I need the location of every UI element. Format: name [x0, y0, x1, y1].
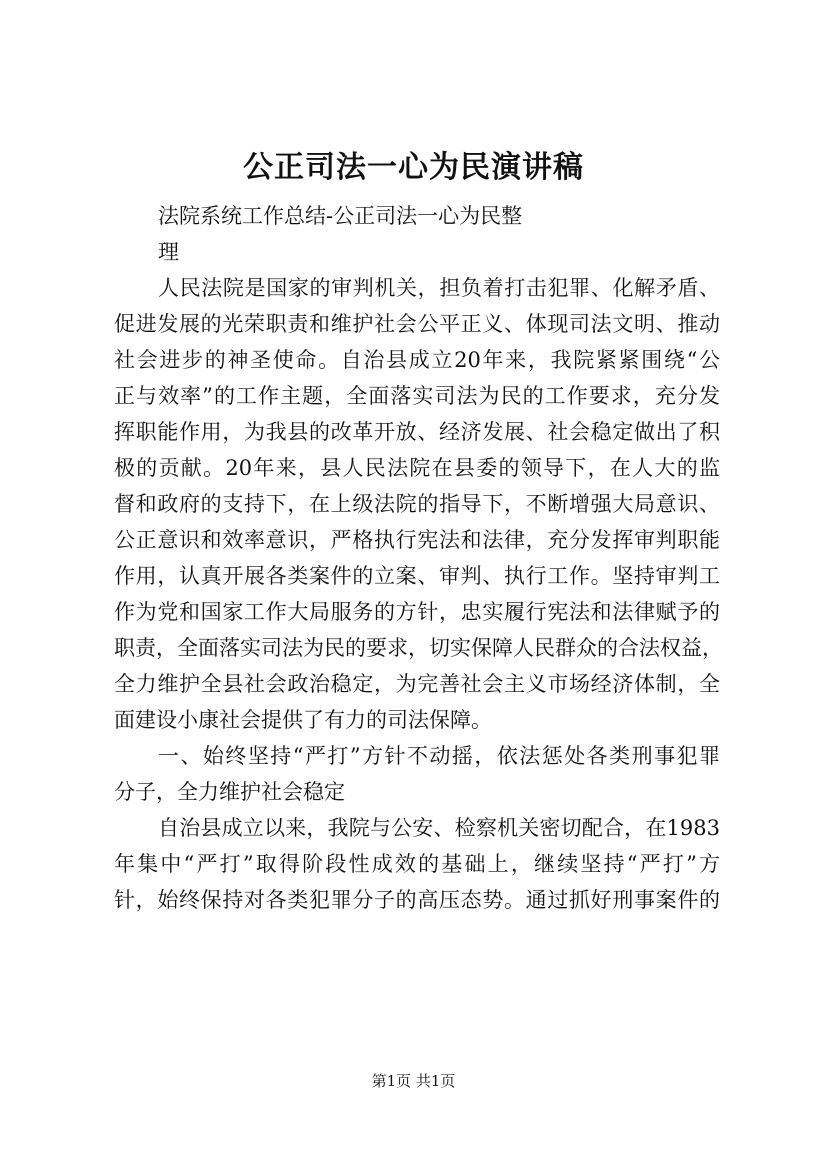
paragraph-line: 自治县成立以来，我院与公安、检察机关密切配合，在1983 [158, 816, 720, 840]
paragraph-line: 作用，认真开展各类案件的立案、审判、执行工作。坚持审判工 [114, 564, 720, 588]
document-title: 公正司法一心为民演讲稿 [243, 150, 584, 185]
paragraph-line: 挥职能作用，为我县的改革开放、经济发展、社会稳定做出了积 [114, 420, 720, 444]
paragraph-line: 公正意识和效率意识，严格执行宪法和法律，充分发挥审判职能 [114, 528, 720, 552]
paragraph-line: 社会进步的神圣使命。自治县成立20年来，我院紧紧围绕“公 [114, 348, 720, 372]
page-footer: 第1页 共1页 [371, 1072, 456, 1090]
paragraph-line: 极的贡献。20年来，县人民法院在县委的领导下，在人大的监 [114, 456, 720, 480]
paragraph-line: 年集中“严打”取得阶段性成效的基础上，继续坚持“严打”方 [114, 852, 720, 876]
paragraph-line: 作为党和国家工作大局服务的方针，忠实履行宪法和法律赋予的 [114, 600, 720, 624]
paragraph-line: 督和政府的支持下，在上级法院的指导下，不断增强大局意识、 [114, 492, 720, 516]
section-heading-line: 分子，全力维护社会稳定 [114, 780, 345, 804]
paragraph-line: 职责，全面落实司法为民的要求，切实保障人民群众的合法权益， [114, 636, 723, 660]
section-heading-line: 一、始终坚持“严打”方针不动摇，依法惩处各类刑事犯罪 [158, 744, 720, 768]
subtitle-line: 法院系统工作总结-公正司法一心为民整 [158, 204, 523, 228]
document-body [114, 198, 723, 918]
subtitle-line: 理 [158, 240, 179, 264]
paragraph-line: 人民法院是国家的审判机关，担负着打击犯罪、化解矛盾、 [158, 276, 720, 300]
paragraph-line: 促进发展的光荣职责和维护社会公平正义、体现司法文明、推动 [114, 312, 720, 336]
paragraph-line: 全力维护全县社会政治稳定，为完善社会主义市场经济体制，全 [114, 672, 720, 696]
paragraph-line: 正与效率”的工作主题，全面落实司法为民的工作要求，充分发 [114, 384, 720, 408]
paragraph-line: 针，始终保持对各类犯罪分子的高压态势。通过抓好刑事案件的 [114, 888, 720, 912]
paragraph-line: 面建设小康社会提供了有力的司法保障。 [114, 708, 492, 732]
